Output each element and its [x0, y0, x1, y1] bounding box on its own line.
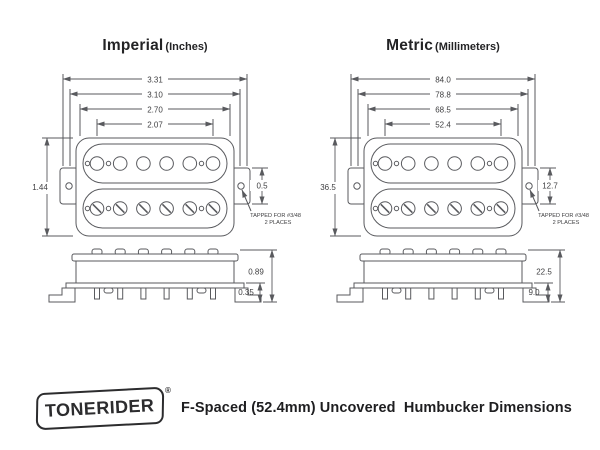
metric-pole-spacing-label: 52.4 — [435, 120, 451, 130]
imperial-tapped-note-line1: TAPPED FOR #3/48 — [250, 213, 301, 219]
imperial-body-height-label: 1.44 — [32, 183, 48, 192]
imperial-overall-width-label: 3.31 — [147, 75, 163, 85]
metric-body-height-label: 36.5 — [320, 183, 336, 192]
imperial-tapped-note-line2: 2 PLACES — [264, 220, 292, 226]
imperial-leg-depth-label: 0.35 — [238, 288, 254, 297]
imperial-title — [35, 37, 275, 55]
imperial-total-depth-label: 0.89 — [248, 267, 264, 277]
drawing-caption: F-Spaced (52.4mm) Uncovered Humbucker Dimensions — [181, 400, 572, 416]
imperial-title-text: Imperial — [102, 37, 164, 54]
registered-trademark-icon: ® — [165, 386, 171, 395]
imperial-pole-spacing-label: 2.07 — [147, 120, 163, 130]
metric-tapped-note-line1: TAPPED FOR #3/48 — [538, 213, 589, 219]
tonerider-logo — [36, 387, 164, 431]
metric-title — [323, 37, 563, 55]
metric-total-depth-label: 22.5 — [536, 267, 552, 277]
metric-overall-width-label: 84.0 — [435, 75, 451, 85]
metric-tapped-note-line2: 2 PLACES — [552, 220, 580, 226]
metric-body-width-label: 68.5 — [435, 105, 451, 115]
metric-unit-text: (Millimeters) — [435, 41, 500, 53]
metric-mount-spacing-label: 78.8 — [435, 90, 451, 100]
imperial-body-width-label: 2.70 — [147, 105, 163, 115]
imperial-mount-spacing-label: 3.10 — [147, 90, 163, 100]
tonerider-logo-text: TONERIDER — [44, 395, 156, 421]
imperial-unit-text: (Inches) — [165, 41, 208, 53]
metric-leg-depth-label: 9.0 — [528, 288, 540, 297]
metric-ear-height-label: 12.7 — [542, 181, 558, 191]
metric-title-text: Metric — [386, 37, 434, 54]
imperial-ear-height-label: 0.5 — [256, 181, 268, 191]
